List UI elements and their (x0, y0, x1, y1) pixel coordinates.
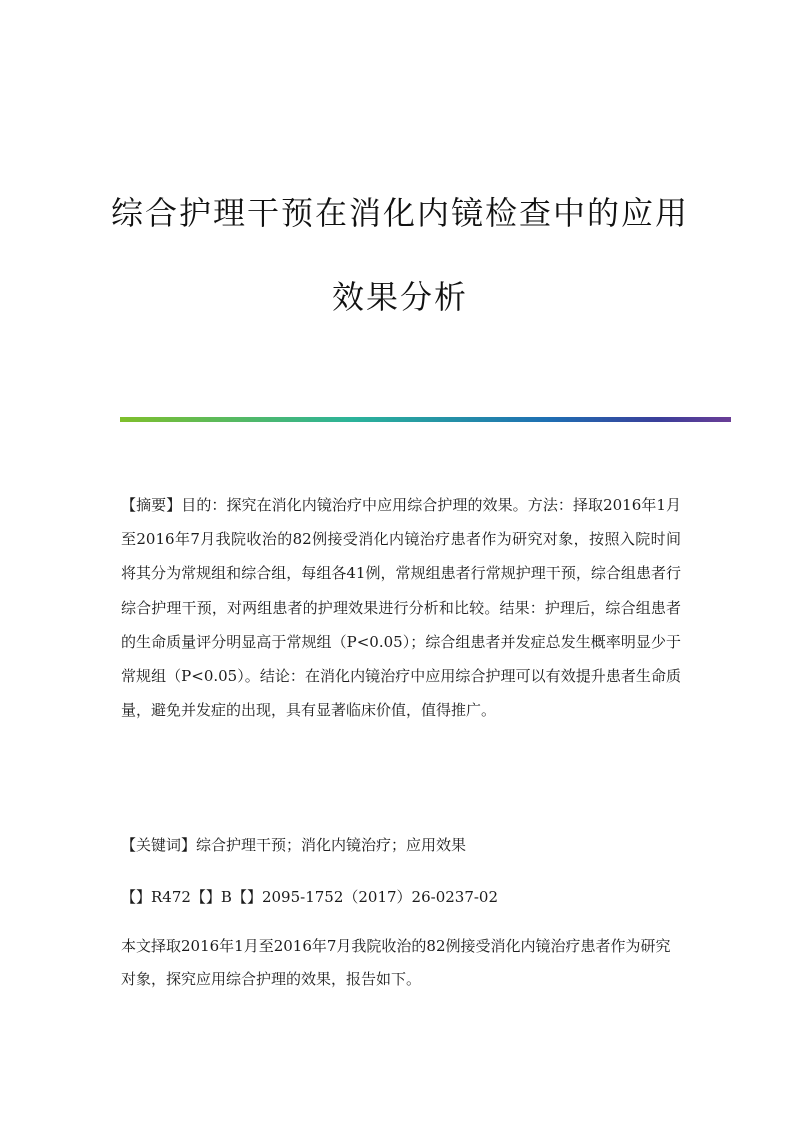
abstract-paragraph: 【摘要】目的：探究在消化内镜治疗中应用综合护理的效果。方法：择取2016年1月至2016年7月我院收治的82例接受消化内镜治疗患者作为研究对象，按照入院时间将其分为常规组和综合组，每组各41例，常规组患者行常规护理干预，综合组患者行综合护理干预，对两组患者的护理效果进行分析和比较。结果：护理后，综合组患者的生命质量评分明显高于常规组（P<0.05）；综合组患者并发症总发生概率明显少于常规组（P<0.05）。结论：在消化内镜治疗中应用综合护理可以有效提升患者生命质量，避免并发症的出现，具有显著临床价值，值得推广。 (121, 496, 681, 720)
intro-paragraph: 本文择取2016年1月至2016年7月我院收治的82例接受消化内镜治疗患者作为研究对象，探究应用综合护理的效果，报告如下。 (121, 937, 671, 988)
classification-line: 【】R472【】B【】2095-1752（2017）26-0237-02 (121, 888, 499, 906)
paper-title-line-2: 效果分析 (331, 278, 468, 316)
paper-title-line-1: 综合护理干预在消化内镜检查中的应用 (110, 194, 689, 232)
gradient-divider (120, 417, 731, 422)
keywords-line: 【关键词】综合护理干预；消化内镜治疗；应用效果 (121, 836, 467, 854)
